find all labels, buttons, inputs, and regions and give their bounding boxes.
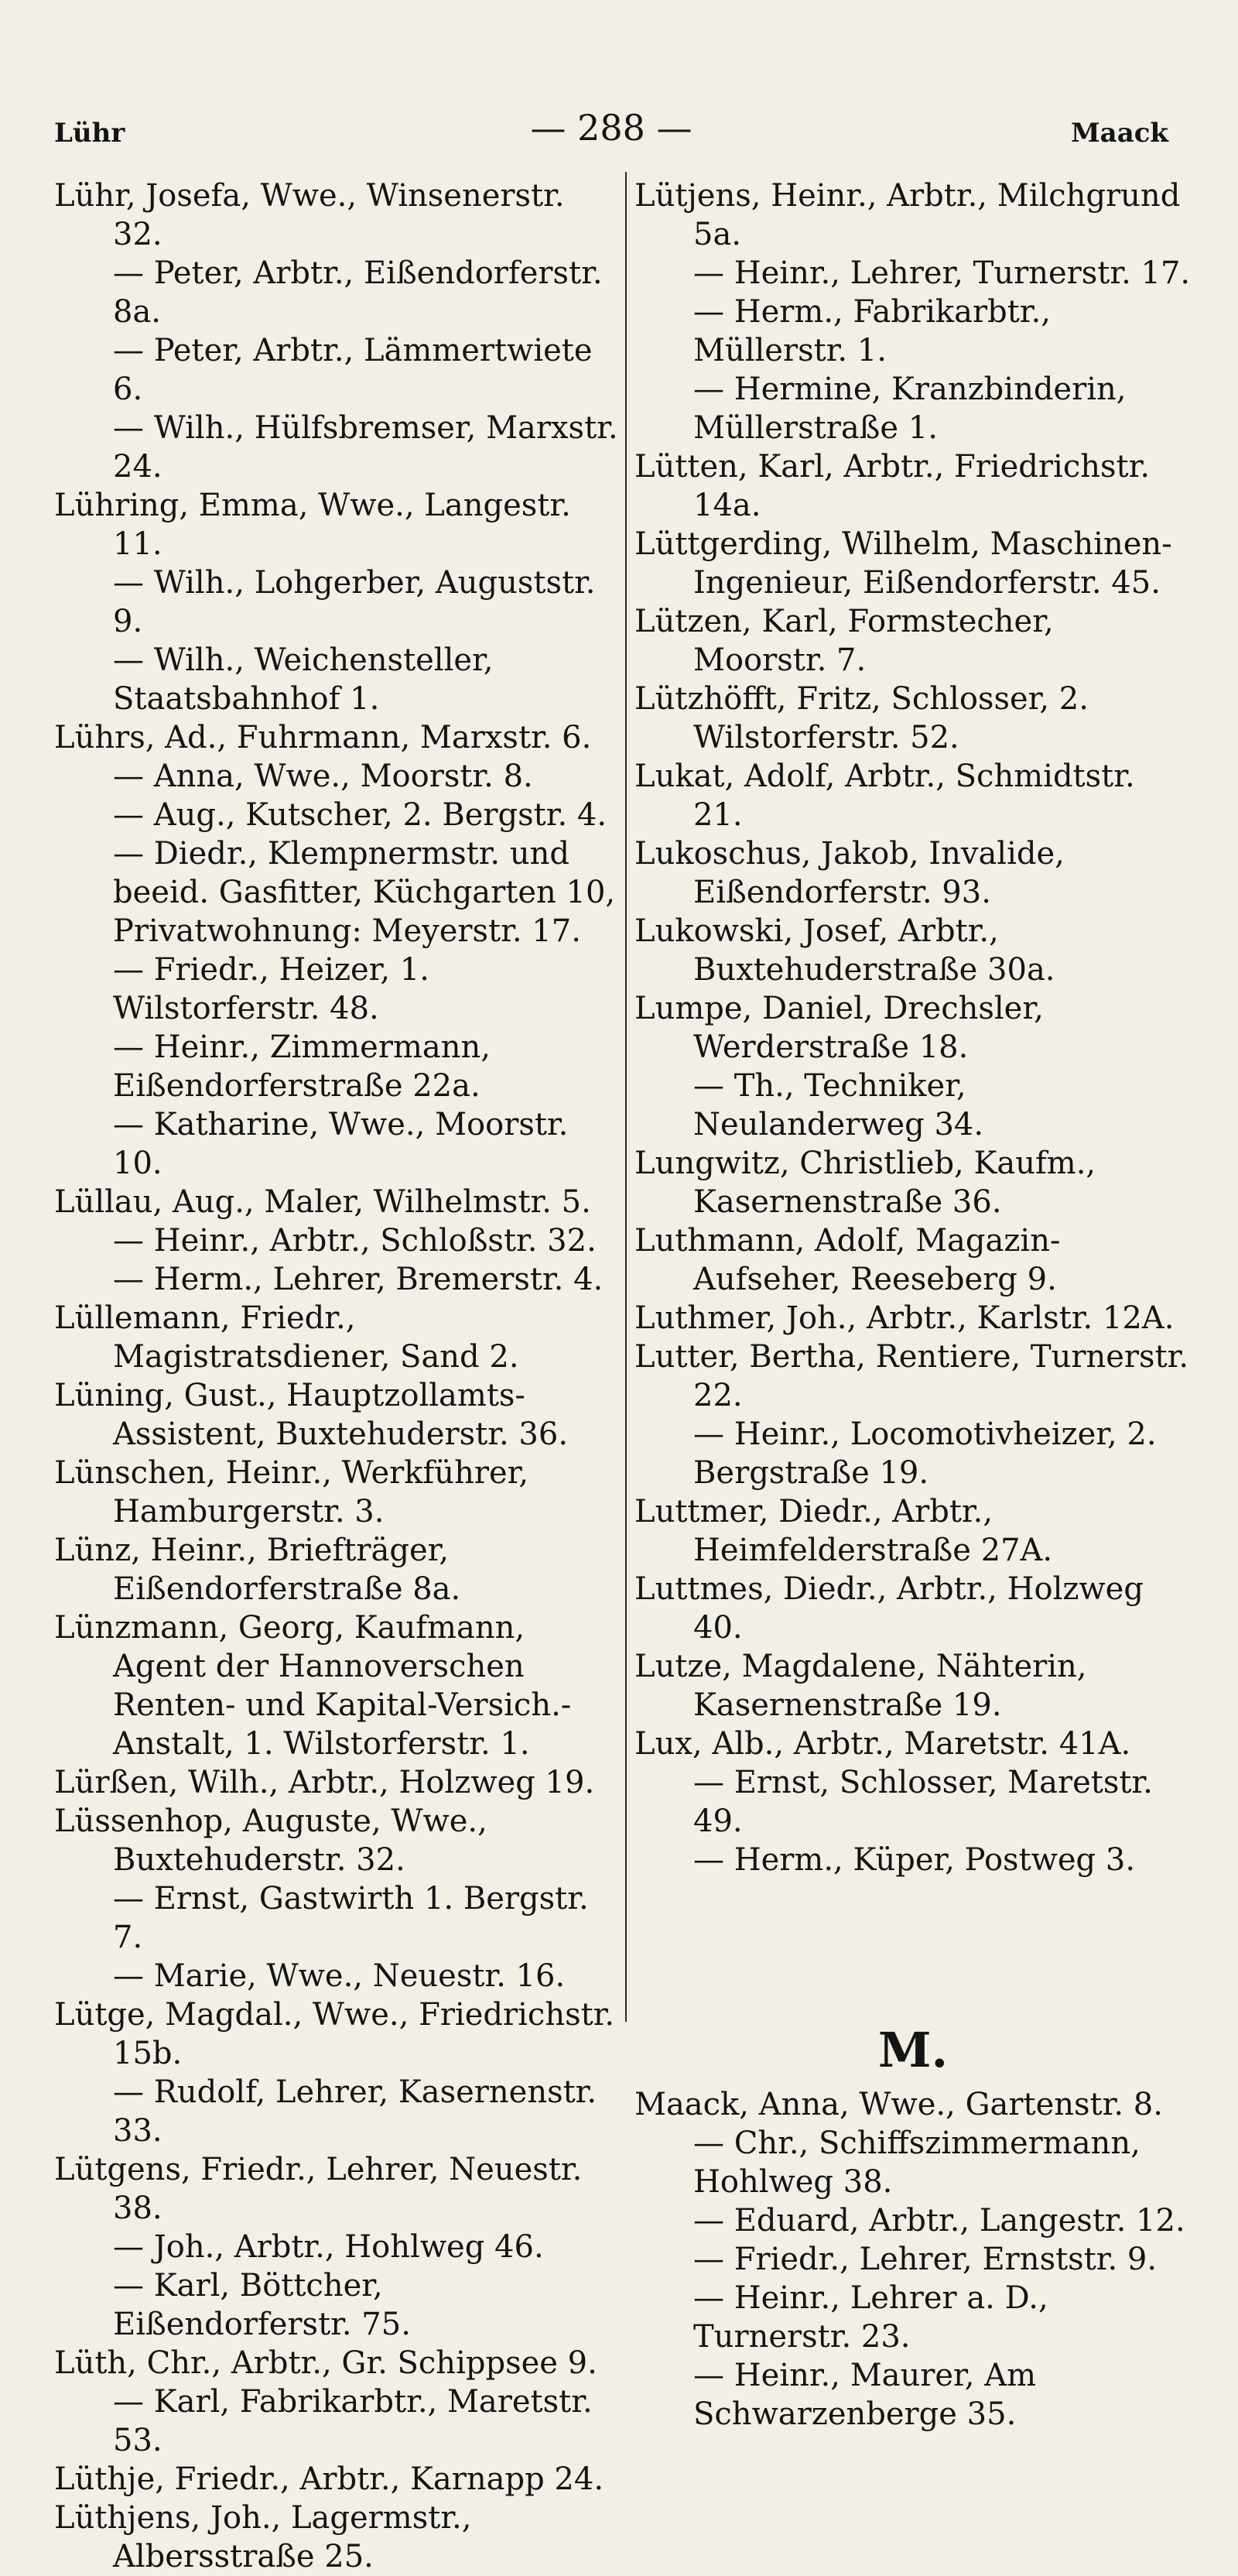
directory-entry: Lütten, Karl, Arbtr., Friedrichstr. 14a. bbox=[634, 449, 1151, 523]
left-column bbox=[54, 176, 619, 2576]
directory-entry: — Heinr., Lehrer, Turnerstr. 17. bbox=[634, 254, 1192, 293]
directory-entry: Lützhöfft, Fritz, Schlosser, 2. Wilstorferstr. 52. bbox=[634, 681, 1089, 755]
directory-entry: — Herm., Fabrikarbtr., Müllerstr. 1. bbox=[634, 293, 1192, 370]
directory-entry: — Eduard, Arbtr., Langestr. 12. bbox=[634, 2201, 1192, 2240]
directory-entry: Lüth, Chr., Arbtr., Gr. Schippsee 9. bbox=[54, 2345, 597, 2381]
right-column-top-entries bbox=[634, 176, 1192, 1879]
directory-entry: — Herm., Küper, Postweg 3. bbox=[634, 1841, 1192, 1879]
directory-entry: Lütjens, Heinr., Arbtr., Milchgrund 5a. bbox=[634, 178, 1181, 252]
directory-entry: Lünz, Heinr., Briefträger, Eißendorferstraße 8a. bbox=[54, 1533, 461, 1607]
directory-entry: — Ernst, Schlosser, Maretstr. 49. bbox=[634, 1763, 1192, 1841]
directory-entry: — Heinr., Maurer, Am Schwarzenberge 35. bbox=[634, 2356, 1192, 2434]
directory-entry: Lütge, Magdal., Wwe., Friedrichstr. 15b. bbox=[54, 1997, 615, 2071]
directory-entry: Lüssenhop, Auguste, Wwe., Buxtehuderstr. 32. bbox=[54, 1804, 487, 1878]
directory-entry: — Peter, Arbtr., Eißendorferstr. 8a. bbox=[54, 254, 619, 331]
directory-entry: — Peter, Arbtr., Lämmertwiete 6. bbox=[54, 331, 619, 409]
directory-entry: Lüllemann, Friedr., Magistratsdiener, Sand 2. bbox=[54, 1300, 519, 1375]
directory-entry: — Karl, Fabrikarbtr., Maretstr. 53. bbox=[54, 2382, 619, 2460]
directory-entry: Lukat, Adolf, Arbtr., Schmidtstr. 21. bbox=[634, 759, 1135, 833]
directory-entry: — Friedr., Lehrer, Ernststr. 9. bbox=[634, 2240, 1192, 2279]
directory-entry: — Heinr., Locomotivheizer, 2. Bergstraße 19. bbox=[634, 1415, 1192, 1492]
directory-entry: — Wilh., Lohgerber, Auguststr. 9. bbox=[54, 564, 619, 641]
directory-entry: — Th., Techniker, Neulanderweg 34. bbox=[634, 1067, 1192, 1144]
directory-entry: Luttmes, Diedr., Arbtr., Holzweg 40. bbox=[634, 1571, 1144, 1646]
directory-entry: Lux, Alb., Arbtr., Maretstr. 41A. bbox=[634, 1726, 1131, 1762]
directory-entry: Lukoschus, Jakob, Invalide, Eißendorferstr. 93. bbox=[634, 836, 1065, 910]
directory-entry: Lühr, Josefa, Wwe., Winsenerstr. 32. bbox=[54, 178, 565, 252]
directory-entry: — Katharine, Wwe., Moorstr. 10. bbox=[54, 1105, 619, 1183]
directory-entry: Maack, Anna, Wwe., Gartenstr. 8. bbox=[634, 2087, 1163, 2122]
directory-entry: Lüning, Gust., Hauptzollamts-Assistent, Buxtehuderstr. 36. bbox=[54, 1378, 569, 1452]
directory-entry: — Diedr., Klempnermstr. und beeid. Gasfitter, Küchgarten 10, Privatwohnung: Meyerstr. 17. bbox=[54, 834, 619, 951]
directory-entry: Luthmer, Joh., Arbtr., Karlstr. 12A. bbox=[634, 1300, 1175, 1336]
directory-entry: Lüthjens, Joh., Lagermstr., Albersstraße 25. bbox=[54, 2500, 472, 2574]
right-column bbox=[634, 176, 1192, 2434]
directory-entry: Lürßen, Wilh., Arbtr., Holzweg 19. bbox=[54, 1765, 595, 1800]
directory-entry: — Aug., Kutscher, 2. Bergstr. 4. bbox=[54, 796, 619, 834]
page-header bbox=[54, 107, 1168, 153]
directory-entry: — Chr., Schiffszimmermann, Hohlweg 38. bbox=[634, 2124, 1192, 2201]
directory-entry: — Wilh., Weichensteller, Staatsbahnhof 1. bbox=[54, 641, 619, 718]
header-left-keyword: Lühr bbox=[54, 118, 125, 149]
directory-entry: Lukowski, Josef, Arbtr., Buxtehuderstraße 30a. bbox=[634, 913, 1055, 988]
directory-entry: Luthmann, Adolf, Magazin-Aufseher, Reeseberg 9. bbox=[634, 1223, 1061, 1297]
directory-entry: — Ernst, Gastwirth 1. Bergstr. 7. bbox=[54, 1879, 619, 1957]
directory-entry: Luttmer, Diedr., Arbtr., Heimfelderstraße 27A. bbox=[634, 1494, 1053, 1568]
directory-entry: — Wilh., Hülfsbremser, Marxstr. 24. bbox=[54, 409, 619, 486]
directory-entry: — Heinr., Arbtr., Schloßstr. 32. bbox=[54, 1221, 619, 1260]
directory-entry: — Herm., Lehrer, Bremerstr. 4. bbox=[54, 1260, 619, 1299]
directory-entry: — Anna, Wwe., Moorstr. 8. bbox=[54, 757, 619, 796]
directory-entry: Lutze, Magdalene, Nähterin, Kasernenstraße 19. bbox=[634, 1649, 1087, 1723]
directory-entry: — Karl, Böttcher, Eißendorferstr. 75. bbox=[54, 2266, 619, 2344]
page-number: — 288 — bbox=[530, 107, 693, 149]
directory-entry: — Friedr., Heizer, 1. Wilstorferstr. 48. bbox=[54, 951, 619, 1028]
directory-entry: — Heinr., Lehrer a. D., Turnerstr. 23. bbox=[634, 2279, 1192, 2356]
directory-entry: Lungwitz, Christlieb, Kaufm., Kasernenstraße 36. bbox=[634, 1146, 1096, 1220]
directory-entry: — Joh., Arbtr., Hohlweg 46. bbox=[54, 2228, 619, 2266]
directory-entry: Lüthje, Friedr., Arbtr., Karnapp 24. bbox=[54, 2461, 604, 2497]
directory-entry: Lüllau, Aug., Maler, Wilhelmstr. 5. bbox=[54, 1184, 591, 1220]
directory-entry: Lüttgerding, Wilhelm, Maschinen-Ingenieur, Eißendorferstr. 45. bbox=[634, 526, 1172, 601]
directory-entry: Lühring, Emma, Wwe., Langestr. 11. bbox=[54, 488, 571, 562]
directory-entry: Lührs, Ad., Fuhrmann, Marxstr. 6. bbox=[54, 720, 592, 755]
directory-entry: — Heinr., Zimmermann, Eißendorferstraße 22a. bbox=[54, 1028, 619, 1105]
directory-entry: Lutter, Bertha, Rentiere, Turnerstr. 22. bbox=[634, 1339, 1189, 1413]
directory-entry: — Rudolf, Lehrer, Kasernenstr. 33. bbox=[54, 2073, 619, 2150]
directory-entry: Lünzmann, Georg, Kaufmann, Agent der Hannoverschen Renten- und Kapital-Versich.-Anstalt, 1. Wilstorferstr. 1. bbox=[54, 1610, 572, 1762]
directory-entry: — Hermine, Kranzbinderin, Müllerstraße 1. bbox=[634, 370, 1192, 447]
directory-entry: — Marie, Wwe., Neuestr. 16. bbox=[54, 1957, 619, 1995]
directory-entry: Lütgens, Friedr., Lehrer, Neuestr. 38. bbox=[54, 2152, 583, 2226]
directory-entry: Lumpe, Daniel, Drechsler, Werderstraße 18. bbox=[634, 991, 1044, 1065]
directory-entry: Lünschen, Heinr., Werkführer, Hamburgerstr. 3. bbox=[54, 1455, 529, 1530]
section-letter-heading: M. bbox=[877, 2022, 949, 2078]
column-divider bbox=[625, 172, 627, 2022]
right-column-bottom-entries bbox=[634, 2085, 1192, 2434]
directory-entry: Lützen, Karl, Formstecher, Moorstr. 7. bbox=[634, 604, 1054, 678]
header-right-keyword: Maack bbox=[1071, 118, 1168, 149]
